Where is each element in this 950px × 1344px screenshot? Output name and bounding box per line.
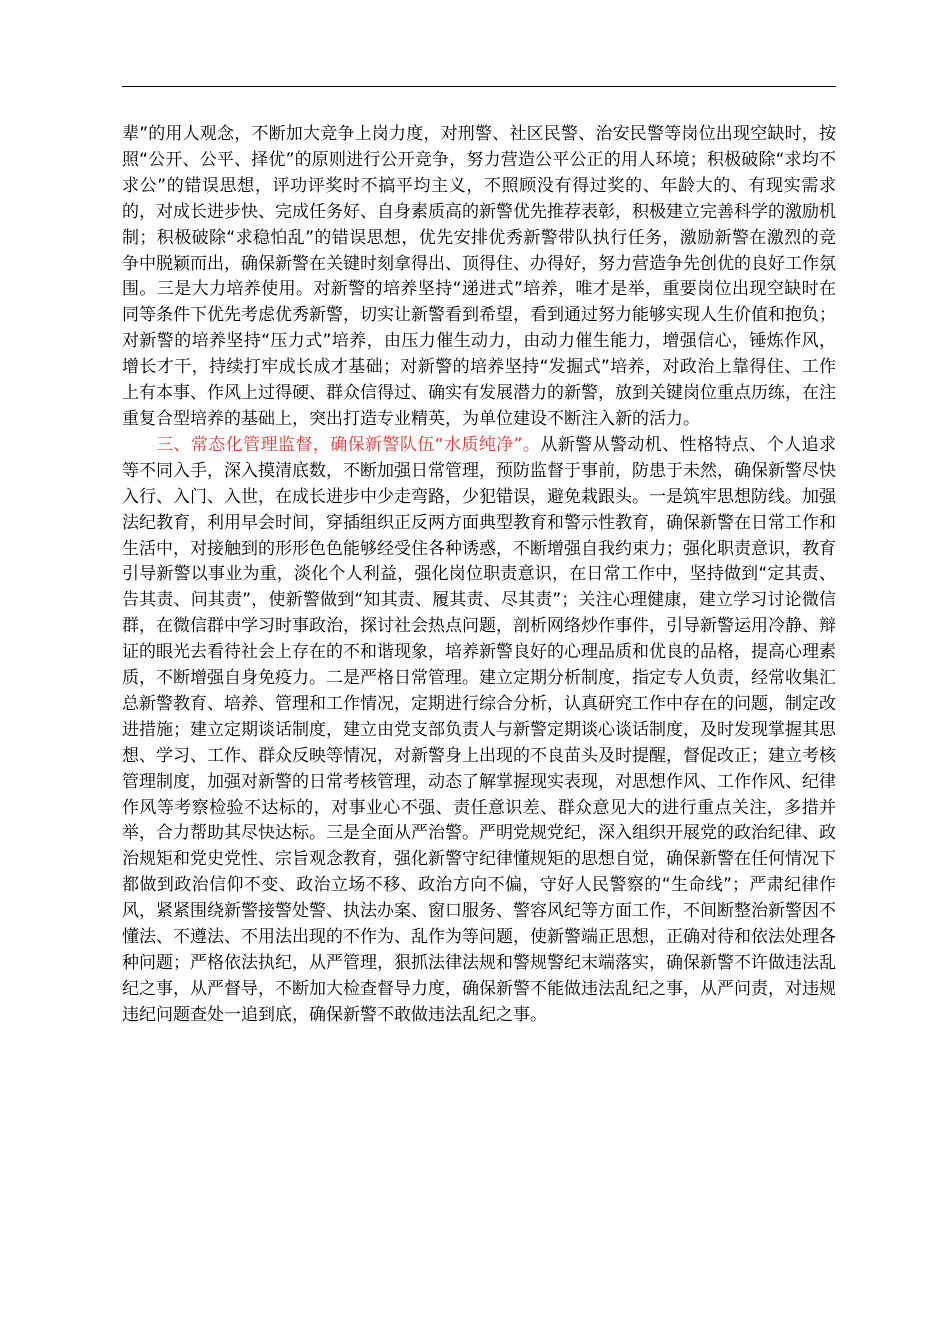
paragraph-2-text: 从新警从警动机、性格特点、个人追求等不同入手，深入摸清底数，不断加强日常管理，预防监督于事前，防患于未然，确保新警尽快入行、入门、入世，在成长进步中少走弯路，少犯错误，避免栽跟头。一是筑牢思想防线。加强法纪教育，利用早会时间，穿插组织正反两方面典型教育和警示性教育，确保新警在日常工作和生活中，对接触到的形形色色能够经受住各种诱惑，不断增强自我约束力；强化职责意识，教育引导新警以事业为重，淡化个人利益，强化岗位职责意识，在日常工作中，坚持做到“定其责、告其责、问其责”，使新警做到“知其责、履其责、尽其责”；关注心理健康，建立学习讨论微信群，在微信群中学习时事政治，探讨社会热点问题，剖析网络炒作事件，引导新警运用冷静、辩证的眼光去看待社会上存在的不和谐现象，培养新警良好的心理品质和优良的品格，提高心理素质，不断增强自身免疫力。二是严格日常管理。建立定期分析制度，指定专人负责，经常收集汇总新警教育、培养、管理和工作情况，定期进行综合分析，认真研究工作中存在的问题，制定改进措施；建立定期谈话制度，建立由党支部负责人与新警定期谈心谈话制度，及时发现掌握其思想、学习、工作、群众反映等情况，对新警身上出现的不良苗头及时提醒，督促改正；建立考核管理制度，加强对新警的日常考核管理，动态了解掌握现实表现，对思想作风、工作作风、纪律作风等考察检验不达标的，对事业心不强、责任意识差、群众意见大的进行重点关注，多措并举，合力帮助其尽快达标。三是全面从严治警。严明党规党纪，深入组织开展党的政治纪律、政治规矩和党史党性、宗旨观念教育，强化新警守纪律懂规矩的思想自觉，确保新警在任何情况下都做到政治信仰不变、政治立场不移、政治方向不偏，守好人民警察的“生命线”；严肃纪律作风，紧紧围绕新警接警处警、执法办案、窗口服务、警容风纪等方面工作，不间断整治新警因不懂法、不遵法、不用法出现的不作为、乱作为等问题，使新警端正思想，正确对待和依法处理各种问题；严格依法执纪，从严管理，狠抓法律法规和警规警纪末端落实，确保新警不许做违法乱纪之事，从严督导，不断加大检查督导力度，确保新警不能做违法乱纪之事，从严问责，对违规违纪问题查处一追到底，确保新警不敢做违法乱纪之事。 [122,434,836,1025]
header-rule [122,86,836,87]
paragraph-section-3 [122,433,836,1029]
paragraph-continuation [122,122,836,433]
paragraph-1-text: 辈”的用人观念，不断加大竞争上岗力度，对刑警、社区民警、治安民警等岗位出现空缺时，按照“公开、公平、择优”的原则进行公开竞争，努力营造公平公正的用人环境；积极破除“求均不求公”的错误思想，评功评奖时不搞平均主义，不照顾没有得过奖的、年龄大的、有现实需求的，对成长进步快、完成任务好、自身素质高的新警优先推荐表彰，积极建立完善科学的激励机制；积极破除“求稳怕乱”的错误思想，优先安排优秀新警带队执行任务，激励新警在激烈的竞争中脱颖而出，确保新警在关键时刻拿得出、顶得住、办得好，努力营造争先创优的良好工作氛围。三是大力培养使用。对新警的培养坚持“递进式”培养，唯才是举，重要岗位出现空缺时在同等条件下优先考虑优秀新警，切实让新警看到希望，看到通过努力能够实现人生价值和抱负；对新警的培养坚持“压力式”培养，由压力催生动力，由动力催生能力，增强信心，锤炼作风，增长才干，持续打牢成长成才基础；对新警的培养坚持“发掘式”培养，对政治上靠得住、工作上有本事、作风上过得硬、群众信得过、确实有发展潜力的新警，放到关键岗位重点历练，在注重复合型培养的基础上，突出打造专业精英，为单位建设不断注入新的活力。 [122,124,836,429]
section-3-heading: 三、常态化管理监督，确保新警队伍“水质纯净”。 [156,434,541,455]
document-body [122,122,836,1029]
